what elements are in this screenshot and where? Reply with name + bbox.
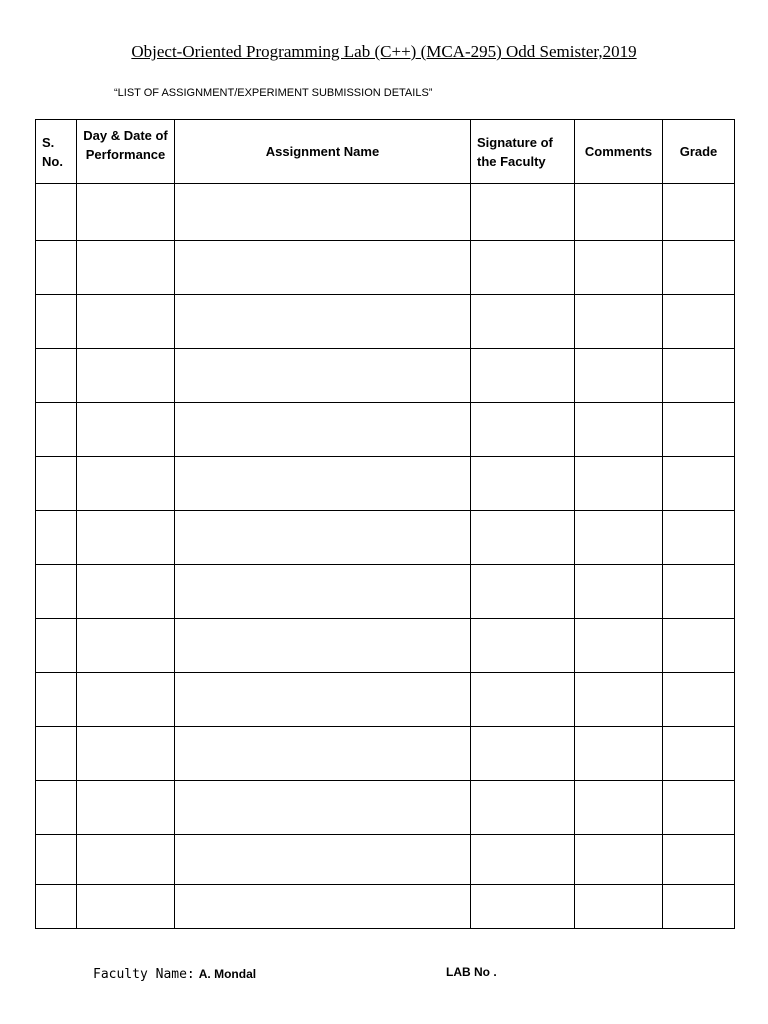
- table-cell-date: [77, 457, 175, 511]
- table-cell-date: [77, 403, 175, 457]
- column-header-date: [77, 120, 175, 184]
- column-header-assignment-label: Assignment Name: [265, 144, 380, 159]
- table-cell-signature: [471, 295, 575, 349]
- column-header-assignment: [175, 120, 471, 184]
- lab-number-label: LAB No .: [446, 965, 497, 979]
- table-row: [36, 241, 735, 295]
- table-cell-assignment: [175, 511, 471, 565]
- table-cell-comments: [575, 673, 663, 727]
- table-cell-sno: [36, 457, 77, 511]
- table-cell-signature: [471, 184, 575, 241]
- table-cell-sno: [36, 349, 77, 403]
- table-cell-signature: [471, 727, 575, 781]
- table-cell-date: [77, 349, 175, 403]
- table-cell-assignment: [175, 673, 471, 727]
- table-cell-date: [77, 727, 175, 781]
- table-row: [36, 349, 735, 403]
- table-cell-assignment: [175, 565, 471, 619]
- table-cell-grade: [663, 184, 735, 241]
- table-cell-assignment: [175, 885, 471, 929]
- column-header-sno: [36, 120, 77, 184]
- table-cell-assignment: [175, 349, 471, 403]
- table-row: [36, 184, 735, 241]
- submission-table: [35, 119, 735, 929]
- table-cell-date: [77, 835, 175, 885]
- table-cell-signature: [471, 457, 575, 511]
- table-cell-date: [77, 673, 175, 727]
- table-cell-sno: [36, 241, 77, 295]
- table-cell-grade: [663, 619, 735, 673]
- table-cell-sno: [36, 619, 77, 673]
- table-row: [36, 565, 735, 619]
- table-cell-date: [77, 619, 175, 673]
- column-header-date-label: Day & Date of Performance: [83, 128, 168, 162]
- table-cell-signature: [471, 565, 575, 619]
- table-cell-sno: [36, 885, 77, 929]
- table-cell-date: [77, 885, 175, 929]
- table-row: [36, 403, 735, 457]
- table-cell-signature: [471, 403, 575, 457]
- table-cell-comments: [575, 835, 663, 885]
- table-cell-date: [77, 565, 175, 619]
- column-header-sno-label: S. No.: [42, 134, 63, 169]
- column-header-comments: [575, 120, 663, 184]
- table-cell-grade: [663, 295, 735, 349]
- table-cell-grade: [663, 457, 735, 511]
- table-cell-signature: [471, 885, 575, 929]
- table-cell-comments: [575, 403, 663, 457]
- table-cell-assignment: [175, 727, 471, 781]
- table-cell-sno: [36, 565, 77, 619]
- table-cell-grade: [663, 673, 735, 727]
- table-cell-sno: [36, 781, 77, 835]
- table-cell-assignment: [175, 241, 471, 295]
- table-cell-comments: [575, 727, 663, 781]
- table-cell-signature: [471, 781, 575, 835]
- table-cell-comments: [575, 241, 663, 295]
- table-cell-sno: [36, 511, 77, 565]
- table-cell-grade: [663, 403, 735, 457]
- faculty-name-label: Faculty Name:: [93, 967, 195, 982]
- table-cell-date: [77, 184, 175, 241]
- table-row: [36, 885, 735, 929]
- table-cell-sno: [36, 295, 77, 349]
- table-cell-sno: [36, 673, 77, 727]
- table-cell-date: [77, 241, 175, 295]
- page-subtitle: “LIST OF ASSIGNMENT/EXPERIMENT SUBMISSION DETAILS”: [114, 87, 433, 99]
- table-cell-assignment: [175, 457, 471, 511]
- table-cell-grade: [663, 835, 735, 885]
- table-cell-signature: [471, 619, 575, 673]
- faculty-name-line: [93, 965, 256, 983]
- table-cell-date: [77, 781, 175, 835]
- table-cell-assignment: [175, 403, 471, 457]
- table-cell-signature: [471, 673, 575, 727]
- table-cell-assignment: [175, 295, 471, 349]
- table-cell-date: [77, 295, 175, 349]
- table-cell-comments: [575, 781, 663, 835]
- table-cell-comments: [575, 349, 663, 403]
- column-header-signature-label: Signature of the Faculty: [477, 134, 553, 169]
- table-row: [36, 457, 735, 511]
- table-cell-assignment: [175, 781, 471, 835]
- faculty-name-value: A. Mondal: [198, 967, 257, 981]
- table-cell-signature: [471, 349, 575, 403]
- table-cell-signature: [471, 241, 575, 295]
- table-row: [36, 511, 735, 565]
- table-cell-sno: [36, 403, 77, 457]
- table-cell-grade: [663, 727, 735, 781]
- table-cell-comments: [575, 885, 663, 929]
- table-cell-comments: [575, 619, 663, 673]
- table-cell-grade: [663, 781, 735, 835]
- table-cell-assignment: [175, 835, 471, 885]
- table-cell-grade: [663, 885, 735, 929]
- table-cell-signature: [471, 511, 575, 565]
- table-cell-comments: [575, 295, 663, 349]
- table-row: [36, 295, 735, 349]
- table-header-row: [36, 120, 735, 184]
- table-row: [36, 673, 735, 727]
- table-cell-comments: [575, 511, 663, 565]
- column-header-signature: [471, 120, 575, 184]
- table-cell-signature: [471, 835, 575, 885]
- table-cell-grade: [663, 241, 735, 295]
- table-row: [36, 727, 735, 781]
- table-row: [36, 781, 735, 835]
- table-cell-comments: [575, 457, 663, 511]
- column-header-grade-label: Grade: [679, 144, 718, 159]
- table-cell-date: [77, 511, 175, 565]
- table-row: [36, 619, 735, 673]
- table-cell-comments: [575, 565, 663, 619]
- table-cell-sno: [36, 184, 77, 241]
- table-cell-grade: [663, 511, 735, 565]
- table-cell-assignment: [175, 619, 471, 673]
- table-row: [36, 835, 735, 885]
- table-cell-grade: [663, 565, 735, 619]
- table-cell-sno: [36, 727, 77, 781]
- table-cell-grade: [663, 349, 735, 403]
- table-cell-comments: [575, 184, 663, 241]
- page-title: Object-Oriented Programming Lab (C++) (MCA-295) Odd Semister,2019: [131, 42, 637, 61]
- column-header-grade: [663, 120, 735, 184]
- table-cell-sno: [36, 835, 77, 885]
- table-cell-assignment: [175, 184, 471, 241]
- table-body: [36, 184, 735, 929]
- column-header-comments-label: Comments: [584, 144, 653, 159]
